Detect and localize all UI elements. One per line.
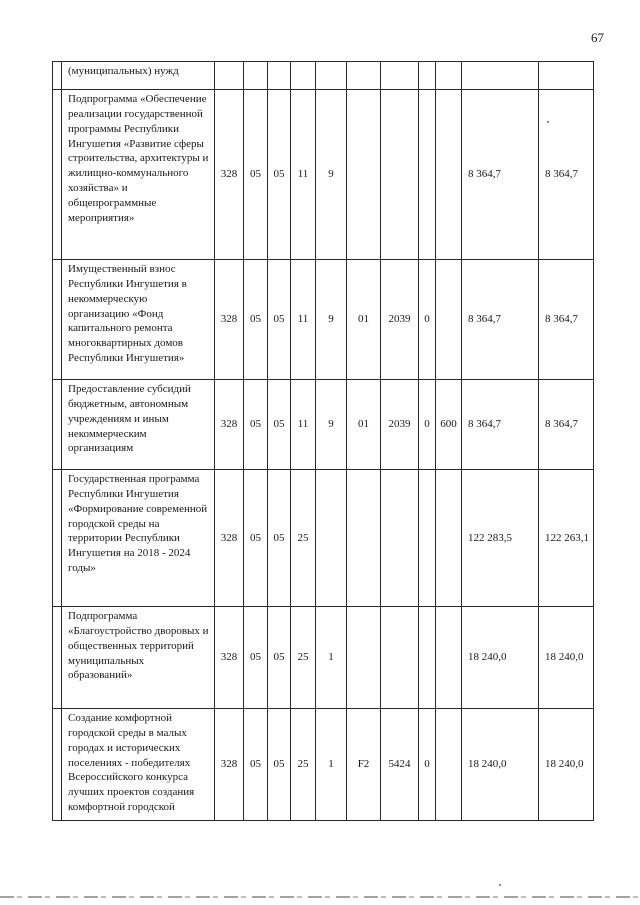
row-name-cell: Государственная программа Республики Ингушетия «Формирование современной городской среды на территории Республики Ингушетия на 2018 - 2024 годы» <box>62 470 215 607</box>
row-subprogram-cell: 9 <box>316 380 347 470</box>
table-row <box>53 709 594 821</box>
row-amount-1-cell: 122 283,5 <box>462 470 539 607</box>
row-number-cell <box>53 62 62 90</box>
row-direction-cell <box>381 607 419 709</box>
row-direction-suffix-cell <box>419 62 436 90</box>
row-section-cell: 05 <box>244 380 268 470</box>
scan-speck <box>499 884 501 886</box>
row-direction-cell: 2039 <box>381 380 419 470</box>
row-admin-code-cell: 328 <box>215 380 244 470</box>
row-admin-code-cell: 328 <box>215 90 244 260</box>
row-amount-2-cell: 8 364,7 <box>539 260 594 380</box>
row-measure-cell: F2 <box>347 709 381 821</box>
row-amount-1-cell: 8 364,7 <box>462 260 539 380</box>
row-measure-cell: 01 <box>347 380 381 470</box>
row-admin-code-cell: 328 <box>215 607 244 709</box>
row-admin-code-cell <box>215 62 244 90</box>
row-name-cell: Создание комфортной городской среды в малых городах и исторических поселениях - победителях Всероссийского конкурса лучших проектов создания комфортной городской <box>62 709 215 821</box>
page-number: 67 <box>591 30 604 45</box>
table-row <box>53 380 594 470</box>
row-expense-type-cell <box>436 260 462 380</box>
row-number-cell <box>53 90 62 260</box>
row-subsection-cell <box>268 62 291 90</box>
row-measure-cell <box>347 607 381 709</box>
row-expense-type-cell <box>436 709 462 821</box>
row-subsection-cell: 05 <box>268 90 291 260</box>
row-number-cell <box>53 607 62 709</box>
row-section-cell: 05 <box>244 260 268 380</box>
row-measure-cell <box>347 470 381 607</box>
row-direction-cell: 5424 <box>381 709 419 821</box>
row-amount-1-cell: 18 240,0 <box>462 607 539 709</box>
budget-table <box>52 61 594 821</box>
scan-edge-line <box>0 896 640 898</box>
row-amount-2-cell: 8 364,7 <box>539 380 594 470</box>
table-row <box>53 260 594 380</box>
row-section-cell: 05 <box>244 90 268 260</box>
table-row <box>53 470 594 607</box>
row-direction-suffix-cell <box>419 470 436 607</box>
row-amount-2-cell: 18 240,0 <box>539 709 594 821</box>
row-program-cell: 11 <box>291 260 316 380</box>
row-expense-type-cell: 600 <box>436 380 462 470</box>
row-subprogram-cell: 9 <box>316 260 347 380</box>
row-program-cell: 25 <box>291 470 316 607</box>
row-amount-1-cell: 8 364,7 <box>462 380 539 470</box>
table-row <box>53 62 594 90</box>
row-direction-suffix-cell <box>419 90 436 260</box>
row-amount-2-cell: 8 364,7 <box>539 90 594 260</box>
row-direction-suffix-cell: 0 <box>419 260 436 380</box>
row-program-cell: 11 <box>291 380 316 470</box>
row-expense-type-cell <box>436 90 462 260</box>
table-row <box>53 607 594 709</box>
row-name-cell: Предоставление субсидий бюджетным, автономным учреждениям и иным некоммерческим организациям <box>62 380 215 470</box>
row-amount-2-cell: 18 240,0 <box>539 607 594 709</box>
row-section-cell <box>244 62 268 90</box>
row-number-cell <box>53 709 62 821</box>
row-amount-1-cell <box>462 62 539 90</box>
row-section-cell: 05 <box>244 470 268 607</box>
row-measure-cell <box>347 62 381 90</box>
row-direction-cell <box>381 90 419 260</box>
row-program-cell: 25 <box>291 709 316 821</box>
row-section-cell: 05 <box>244 607 268 709</box>
row-program-cell: 11 <box>291 90 316 260</box>
row-amount-2-cell <box>539 62 594 90</box>
row-subprogram-cell: 1 <box>316 607 347 709</box>
row-subprogram-cell: 9 <box>316 90 347 260</box>
row-name-cell: Подпрограмма «Благоустройство дворовых и общественных территорий муниципальных образований» <box>62 607 215 709</box>
row-admin-code-cell: 328 <box>215 470 244 607</box>
row-subsection-cell: 05 <box>268 470 291 607</box>
row-number-cell <box>53 470 62 607</box>
row-expense-type-cell <box>436 607 462 709</box>
row-subprogram-cell <box>316 62 347 90</box>
row-direction-suffix-cell <box>419 607 436 709</box>
row-measure-cell <box>347 90 381 260</box>
row-subsection-cell: 05 <box>268 709 291 821</box>
row-subsection-cell: 05 <box>268 607 291 709</box>
row-subprogram-cell: 1 <box>316 709 347 821</box>
row-section-cell: 05 <box>244 709 268 821</box>
row-admin-code-cell: 328 <box>215 709 244 821</box>
row-expense-type-cell <box>436 470 462 607</box>
row-admin-code-cell: 328 <box>215 260 244 380</box>
row-expense-type-cell <box>436 62 462 90</box>
row-amount-2-cell: 122 263,1 <box>539 470 594 607</box>
row-program-cell <box>291 62 316 90</box>
row-name-cell: Имущественный взнос Республики Ингушетия в некоммерческую организацию «Фонд капитального ремонта многоквартирных домов Республики Ингушетия» <box>62 260 215 380</box>
row-direction-suffix-cell: 0 <box>419 380 436 470</box>
row-name-cell: (муниципальных) нужд <box>62 62 215 90</box>
row-amount-1-cell: 18 240,0 <box>462 709 539 821</box>
row-subsection-cell: 05 <box>268 260 291 380</box>
row-direction-suffix-cell: 0 <box>419 709 436 821</box>
row-direction-cell <box>381 62 419 90</box>
row-amount-1-cell: 8 364,7 <box>462 90 539 260</box>
row-number-cell <box>53 380 62 470</box>
row-number-cell <box>53 260 62 380</box>
row-direction-cell: 2039 <box>381 260 419 380</box>
row-name-cell: Подпрограмма «Обеспечение реализации государственной программы Республики Ингушетия «Развитие сферы строительства, архитектуры и жилищно-коммунального хозяйства» и общепрограммные мероприятия» <box>62 90 215 260</box>
row-program-cell: 25 <box>291 607 316 709</box>
table-row <box>53 90 594 260</box>
row-direction-cell <box>381 470 419 607</box>
row-subsection-cell: 05 <box>268 380 291 470</box>
row-measure-cell: 01 <box>347 260 381 380</box>
scan-speck <box>547 121 549 123</box>
row-subprogram-cell <box>316 470 347 607</box>
